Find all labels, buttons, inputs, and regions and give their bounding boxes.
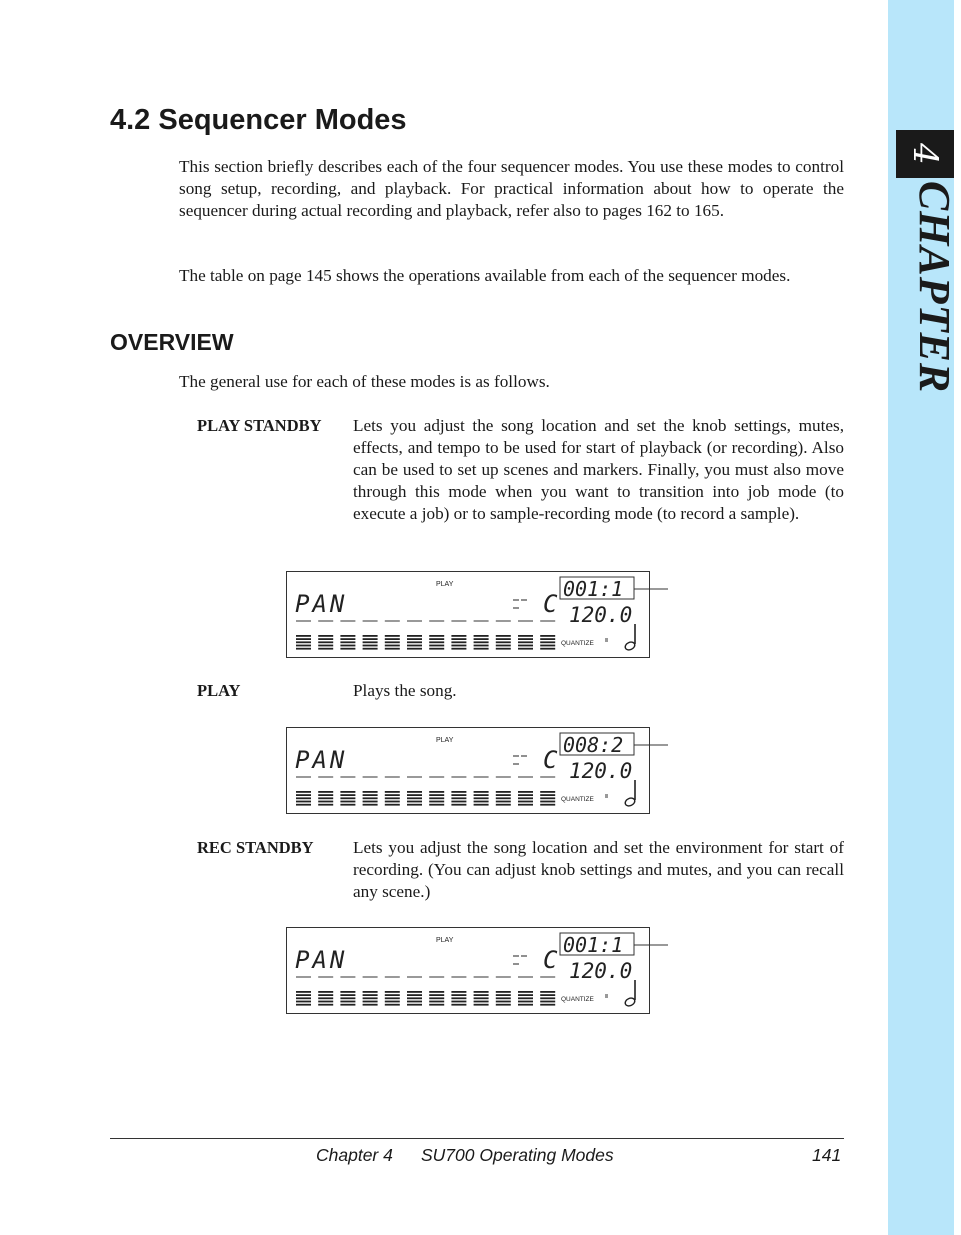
level-meter-bar [318, 994, 333, 996]
level-meter-bar [296, 1001, 311, 1003]
level-meter-bar [385, 797, 400, 799]
level-meter-bar [540, 641, 555, 643]
level-meter-bar [318, 997, 333, 999]
pan-value-readout: C [543, 746, 558, 774]
footer-chapter: Chapter 4 [316, 1145, 393, 1165]
level-meter-bar [296, 648, 311, 650]
pan-value-readout: C [543, 590, 558, 618]
level-meter-bar [540, 635, 555, 637]
level-meter-bar [518, 997, 533, 999]
level-meter-bar [407, 794, 422, 796]
level-meter-bar [340, 994, 355, 996]
level-meter-bar [385, 994, 400, 996]
callout-leader [634, 735, 674, 755]
lcd-display [286, 927, 650, 1014]
level-meter-bar [429, 635, 444, 637]
level-meter-bar [363, 991, 378, 993]
level-meter-bar [518, 1001, 533, 1003]
level-meter-bar [296, 991, 311, 993]
level-meter-bar [496, 641, 511, 643]
level-meter-bar [363, 791, 378, 793]
level-meter-bar [407, 1004, 422, 1006]
level-meter-bar [340, 1004, 355, 1006]
level-meter-bar [407, 991, 422, 993]
level-meter-bar [496, 1004, 511, 1006]
level-meter-bar [451, 648, 466, 650]
level-meter-bar [540, 1001, 555, 1003]
level-meter-bar [340, 791, 355, 793]
level-meter-bar [318, 1001, 333, 1003]
level-meter-bar [318, 635, 333, 637]
footer-title: SU700 Operating Modes [421, 1145, 614, 1165]
level-meter-bar [496, 991, 511, 993]
level-meter-bar [518, 641, 533, 643]
tempo-readout: 120.0 [569, 759, 633, 783]
level-meter-bar [540, 997, 555, 999]
play-indicator: PLAY [436, 737, 454, 744]
level-meter-bar [407, 801, 422, 803]
chapter-label: CHAPTER [910, 180, 960, 394]
level-meter-bar [540, 791, 555, 793]
level-meter-bar [496, 635, 511, 637]
level-meter-bar [385, 997, 400, 999]
song-location-readout: 001:1 [563, 933, 624, 957]
level-meter-bar [429, 794, 444, 796]
level-meter-bar [540, 801, 555, 803]
level-meter-bar [429, 648, 444, 650]
level-meter-bar [318, 797, 333, 799]
level-meter-bar [340, 648, 355, 650]
level-meter-bar [451, 794, 466, 796]
callout-leader [634, 935, 674, 955]
parameter-readout: PAN [295, 746, 348, 774]
level-meter-bar [429, 641, 444, 643]
level-meter-bar [540, 1004, 555, 1006]
level-meter-bar [385, 991, 400, 993]
level-meter-bar [385, 638, 400, 640]
level-meter-bar [474, 797, 489, 799]
level-meter-bar [363, 1001, 378, 1003]
intro-paragraph-2: The table on page 145 shows the operations available from each of the sequencer modes. [179, 266, 791, 285]
level-meter-bar [363, 801, 378, 803]
level-meter-bar [340, 997, 355, 999]
level-meter-bar [318, 801, 333, 803]
level-meter-bar [429, 994, 444, 996]
overview-lead: The general use for each of these modes is as follows. [179, 372, 550, 391]
level-meter-bar [363, 635, 378, 637]
parameter-readout: PAN [295, 946, 348, 974]
level-meter-bar [296, 635, 311, 637]
level-meter-bar [518, 791, 533, 793]
level-meter-bar [363, 648, 378, 650]
mode-desc-play-standby: Lets you adjust the song location and set the knob settings, mutes, effects, and tempo to be used for start of playback (or recording). Also can be used to set up scenes and markers. Finally, you must also move through this mode when you want to transition into job mode (to execute a job) or to sample-recording mode (to record a sample). [353, 416, 844, 523]
level-meter-bar [296, 801, 311, 803]
mode-desc-rec-standby: Lets you adjust the song location and set the environment for start of recording. (You can adjust knob settings and mutes, and you can recall any scene.) [353, 838, 844, 901]
level-meter-bar [451, 641, 466, 643]
footer-rule [110, 1138, 844, 1139]
level-meter-bar [318, 645, 333, 647]
level-meter-bar [451, 638, 466, 640]
level-meter-bar [296, 794, 311, 796]
level-meter-bar [407, 648, 422, 650]
level-meter-bar [496, 804, 511, 806]
mode-desc-play: Plays the song. [353, 681, 457, 700]
level-meter-bar [474, 648, 489, 650]
mode-term-play-standby: PLAY STANDBY [197, 416, 322, 435]
page-number: 141 [812, 1145, 842, 1165]
level-meter-bar [451, 791, 466, 793]
level-meter-bar [318, 794, 333, 796]
level-meter-bar [340, 991, 355, 993]
level-meter-bar [385, 645, 400, 647]
level-meter-bar [296, 638, 311, 640]
level-meter-bar [429, 791, 444, 793]
level-meter-bar [451, 1001, 466, 1003]
level-meter-bar [474, 804, 489, 806]
lcd-display [286, 727, 650, 814]
level-meter-bar [340, 804, 355, 806]
section-heading: 4.2 Sequencer Modes [110, 104, 407, 136]
level-meter-bar [407, 804, 422, 806]
level-meter-bar [385, 804, 400, 806]
play-indicator: PLAY [436, 937, 454, 944]
level-meter-bar [429, 997, 444, 999]
level-meter-bar [318, 991, 333, 993]
level-meter-bar [451, 1004, 466, 1006]
level-meter-bar [363, 994, 378, 996]
level-meter-bar [385, 648, 400, 650]
level-meter-bar [474, 794, 489, 796]
level-meter-bar [474, 645, 489, 647]
level-meter-bar [474, 1004, 489, 1006]
level-meter-bar [540, 797, 555, 799]
level-meter-bar [363, 641, 378, 643]
level-meter-bar [296, 797, 311, 799]
level-meter-bar [363, 645, 378, 647]
level-meter-bar [496, 794, 511, 796]
level-meter-bar [363, 1004, 378, 1006]
level-meter-bar [474, 991, 489, 993]
level-meter-bar [407, 635, 422, 637]
level-meter-bar [407, 641, 422, 643]
level-meter-bar [296, 641, 311, 643]
level-meter-bar [340, 1001, 355, 1003]
level-meter-bar [429, 991, 444, 993]
level-meter-bar [496, 994, 511, 996]
song-location-readout: 001:1 [563, 577, 624, 601]
level-meter-bar [385, 635, 400, 637]
level-meter-bar [451, 797, 466, 799]
level-meter-bar [451, 635, 466, 637]
level-meter-bar [318, 648, 333, 650]
quantize-label: QUANTIZE [561, 796, 594, 803]
level-meter-bar [296, 804, 311, 806]
level-meter-bar [296, 1004, 311, 1006]
level-meter-bar [540, 645, 555, 647]
quantize-label: QUANTIZE [561, 996, 594, 1003]
level-meter-bar [407, 791, 422, 793]
level-meter-bar [451, 991, 466, 993]
level-meter-bar [340, 797, 355, 799]
level-meter-bar [518, 794, 533, 796]
level-meter-bar [363, 638, 378, 640]
level-meter-bar [540, 648, 555, 650]
level-meter-bar [296, 645, 311, 647]
level-meter-bar [518, 797, 533, 799]
level-meter-bar [363, 794, 378, 796]
level-meter-bar [518, 994, 533, 996]
level-meter-bar [496, 801, 511, 803]
level-meter-bar [474, 801, 489, 803]
level-meter-bar [318, 804, 333, 806]
level-meter-bar [518, 804, 533, 806]
level-meter-bar [429, 1001, 444, 1003]
level-meter-bar [451, 804, 466, 806]
overview-heading: OVERVIEW [110, 329, 234, 355]
tempo-readout: 120.0 [569, 603, 633, 627]
level-meter-bar [318, 791, 333, 793]
level-meter-bar [407, 797, 422, 799]
level-meter-bar [340, 638, 355, 640]
level-meter-bar [474, 641, 489, 643]
level-meter-bar [451, 997, 466, 999]
level-meter-bar [540, 794, 555, 796]
level-meter-bar [496, 638, 511, 640]
level-meter-bar [451, 994, 466, 996]
play-indicator: PLAY [436, 581, 454, 588]
level-meter-bar [363, 797, 378, 799]
level-meter-bar [407, 1001, 422, 1003]
chapter-number: 4 [905, 143, 945, 165]
level-meter-bar [474, 997, 489, 999]
level-meter-bar [385, 1001, 400, 1003]
level-meter-bar [540, 804, 555, 806]
level-meter-bar [340, 641, 355, 643]
level-meter-bar [518, 635, 533, 637]
level-meter-bar [518, 645, 533, 647]
level-meter-bar [540, 638, 555, 640]
level-meter-bar [451, 645, 466, 647]
level-meter-bar [363, 997, 378, 999]
level-meter-bar [429, 797, 444, 799]
level-meter-bar [518, 648, 533, 650]
level-meter-bar [429, 804, 444, 806]
level-meter-bar [296, 997, 311, 999]
mode-term-rec-standby: REC STANDBY [197, 838, 314, 857]
level-meter-bar [296, 791, 311, 793]
level-meter-bar [451, 801, 466, 803]
level-meter-bar [340, 635, 355, 637]
tempo-readout: 120.0 [569, 959, 633, 983]
level-meter-bar [429, 801, 444, 803]
lcd-graphic [287, 928, 651, 1015]
level-meter-bar [496, 648, 511, 650]
level-meter-bar [407, 994, 422, 996]
mode-term-play: PLAY [197, 681, 241, 700]
level-meter-bar [385, 794, 400, 796]
level-meter-bar [540, 994, 555, 996]
level-meter-bar [496, 645, 511, 647]
lcd-graphic [287, 572, 651, 659]
level-meter-bar [474, 638, 489, 640]
level-meter-bar [385, 801, 400, 803]
level-meter-bar [496, 997, 511, 999]
level-meter-bar [385, 1004, 400, 1006]
level-meter-bar [407, 997, 422, 999]
level-meter-bar [363, 804, 378, 806]
level-meter-bar [318, 641, 333, 643]
lcd-display [286, 571, 650, 658]
level-meter-bar [296, 994, 311, 996]
level-meter-bar [518, 638, 533, 640]
level-meter-bar [518, 801, 533, 803]
level-meter-bar [318, 638, 333, 640]
parameter-readout: PAN [295, 590, 348, 618]
level-meter-bar [340, 801, 355, 803]
level-meter-bar [540, 991, 555, 993]
chapter-number-box [896, 130, 954, 178]
level-meter-bar [496, 1001, 511, 1003]
pan-value-readout: C [543, 946, 558, 974]
level-meter-bar [385, 641, 400, 643]
level-meter-bar [407, 638, 422, 640]
intro-paragraph-1: This section briefly describes each of the four sequencer modes. You use these modes to control song setup, recording, and playback. For practical information about how to operate the sequencer during actual recording and playback, refer also to pages 162 to 165. [179, 157, 844, 220]
level-meter-bar [474, 791, 489, 793]
level-meter-bar [340, 645, 355, 647]
song-location-readout: 008:2 [563, 733, 624, 757]
level-meter-bar [407, 645, 422, 647]
lcd-graphic [287, 728, 651, 815]
level-meter-bar [474, 994, 489, 996]
level-meter-bar [496, 791, 511, 793]
level-meter-bar [429, 645, 444, 647]
level-meter-bar [474, 635, 489, 637]
level-meter-bar [385, 791, 400, 793]
level-meter-bar [474, 1001, 489, 1003]
level-meter-bar [518, 1004, 533, 1006]
level-meter-bar [429, 1004, 444, 1006]
callout-leader [634, 579, 674, 599]
level-meter-bar [518, 991, 533, 993]
level-meter-bar [340, 794, 355, 796]
level-meter-bar [318, 1004, 333, 1006]
level-meter-bar [429, 638, 444, 640]
level-meter-bar [496, 797, 511, 799]
quantize-label: QUANTIZE [561, 640, 594, 647]
